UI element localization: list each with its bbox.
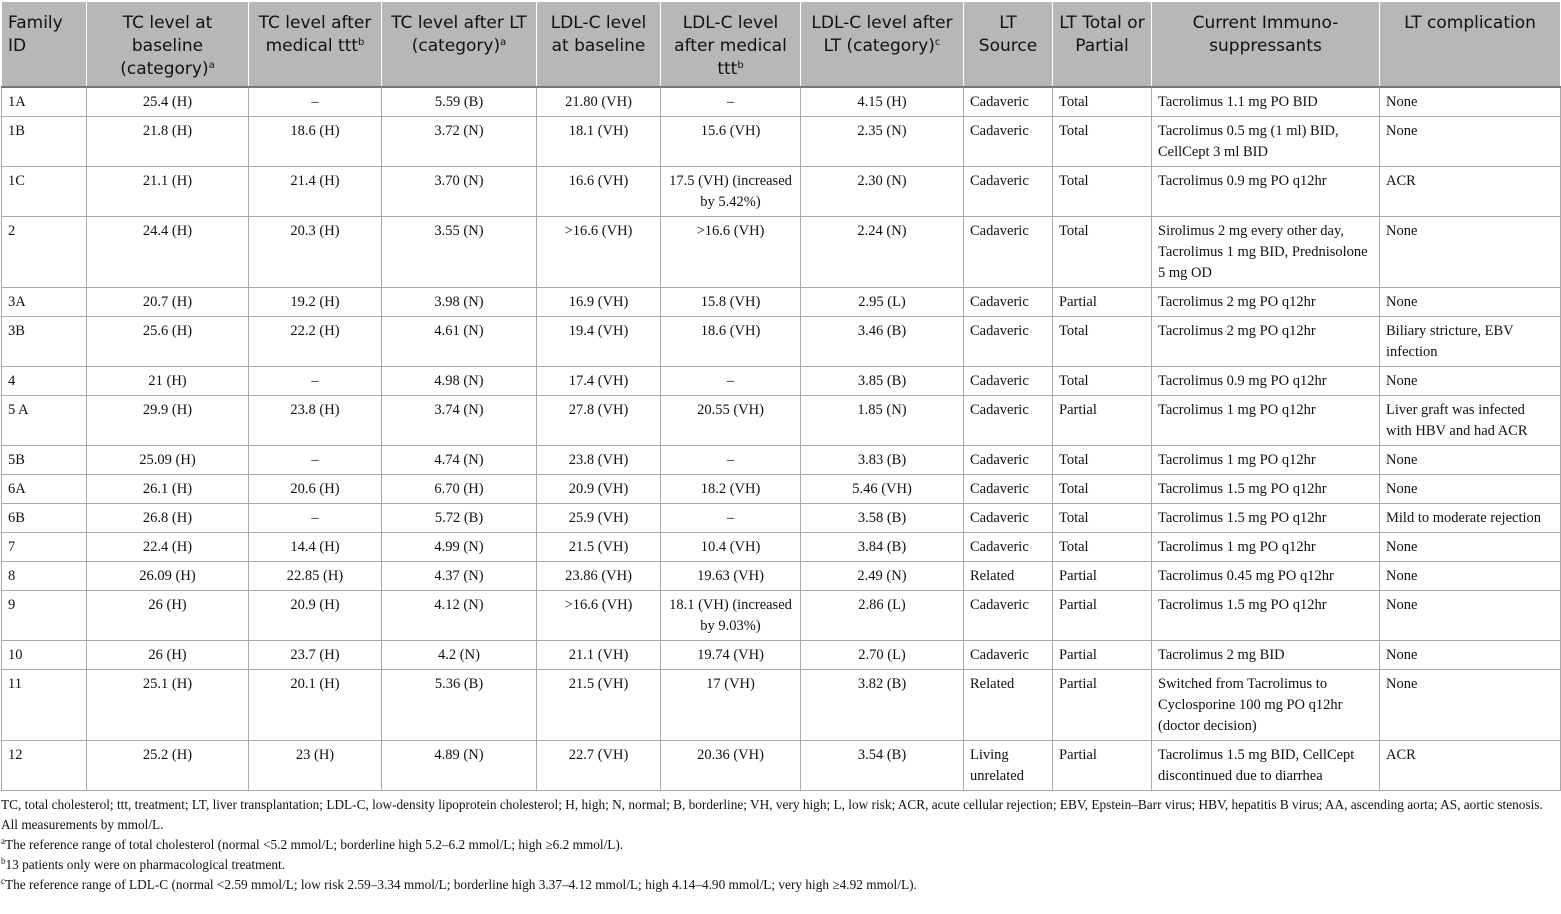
cell-lt-source: Related (964, 670, 1053, 741)
cell-lt-source: Living unrelated (964, 741, 1053, 791)
table-footnotes (1, 795, 1556, 895)
cell-lt-total-partial: Total (1053, 367, 1152, 396)
cell-immunosuppressants: Tacrolimus 0.45 mg PO q12hr (1152, 562, 1380, 591)
cell-lt-total-partial: Total (1053, 504, 1152, 533)
table-row (2, 317, 1561, 367)
cell-tc-after-lt: 4.74 (N) (382, 446, 537, 475)
cell-tc-after-medical: 22.85 (H) (249, 562, 382, 591)
cell-family-id: 9 (2, 591, 87, 641)
table-row (2, 288, 1561, 317)
cell-lt-source: Cadaveric (964, 367, 1053, 396)
cell-tc-baseline: 26.1 (H) (87, 475, 249, 504)
cell-ldl-after-medical: 17.5 (VH) (increased by 5.42%) (661, 167, 801, 217)
cell-ldl-after-lt: 2.70 (L) (801, 641, 964, 670)
cell-family-id: 1B (2, 117, 87, 167)
cell-family-id: 3B (2, 317, 87, 367)
cell-family-id: 1A (2, 87, 87, 117)
cell-tc-after-medical: 23 (H) (249, 741, 382, 791)
cell-tc-baseline: 26.8 (H) (87, 504, 249, 533)
cell-tc-after-lt: 3.55 (N) (382, 217, 537, 288)
cell-ldl-baseline: 17.4 (VH) (537, 367, 661, 396)
cell-ldl-after-medical: 19.63 (VH) (661, 562, 801, 591)
cell-tc-after-medical: 22.2 (H) (249, 317, 382, 367)
cell-ldl-after-medical: 15.6 (VH) (661, 117, 801, 167)
cell-lt-complication: None (1380, 117, 1561, 167)
cell-ldl-after-lt: 1.85 (N) (801, 396, 964, 446)
cell-immunosuppressants: Tacrolimus 2 mg PO q12hr (1152, 288, 1380, 317)
header-family-id: Family ID (2, 2, 87, 88)
cell-tc-baseline: 25.09 (H) (87, 446, 249, 475)
cell-ldl-baseline: 18.1 (VH) (537, 117, 661, 167)
table-row (2, 475, 1561, 504)
cell-tc-after-lt: 5.72 (B) (382, 504, 537, 533)
table-row (2, 446, 1561, 475)
cell-lt-complication: None (1380, 288, 1561, 317)
cell-family-id: 6A (2, 475, 87, 504)
cell-lt-source: Cadaveric (964, 117, 1053, 167)
header-ldl-after-lt: LDL-C level after LT (category)$^c$ (801, 2, 964, 88)
cell-ldl-after-lt: 5.46 (VH) (801, 475, 964, 504)
cell-tc-after-medical: 18.6 (H) (249, 117, 382, 167)
cell-family-id: 1C (2, 167, 87, 217)
table-row (2, 167, 1561, 217)
cell-tc-after-lt: 5.36 (B) (382, 670, 537, 741)
table-row (2, 533, 1561, 562)
cell-lt-source: Cadaveric (964, 446, 1053, 475)
header-lt-source: LT Source (964, 2, 1053, 88)
cell-lt-complication: None (1380, 670, 1561, 741)
cell-ldl-baseline: 27.8 (VH) (537, 396, 661, 446)
header-tc-after-lt: TC level after LT (category)$^a$ (382, 2, 537, 88)
cell-lt-source: Cadaveric (964, 288, 1053, 317)
cell-ldl-after-lt: 2.35 (N) (801, 117, 964, 167)
cell-lt-source: Cadaveric (964, 317, 1053, 367)
cell-ldl-after-lt: 2.24 (N) (801, 217, 964, 288)
cell-tc-baseline: 26.09 (H) (87, 562, 249, 591)
cell-tc-after-lt: 4.37 (N) (382, 562, 537, 591)
cell-tc-after-lt: 3.98 (N) (382, 288, 537, 317)
cell-family-id: 8 (2, 562, 87, 591)
cell-immunosuppressants: Tacrolimus 1.5 mg PO q12hr (1152, 504, 1380, 533)
cell-ldl-after-medical: – (661, 504, 801, 533)
cell-lt-complication: Mild to moderate rejection (1380, 504, 1561, 533)
cell-family-id: 4 (2, 367, 87, 396)
cell-tc-baseline: 25.1 (H) (87, 670, 249, 741)
cell-lt-total-partial: Total (1053, 317, 1152, 367)
cell-immunosuppressants: Tacrolimus 0.9 mg PO q12hr (1152, 367, 1380, 396)
cell-family-id: 7 (2, 533, 87, 562)
table-row (2, 741, 1561, 791)
cell-ldl-after-lt: 2.30 (N) (801, 167, 964, 217)
cell-immunosuppressants: Tacrolimus 1.1 mg PO BID (1152, 87, 1380, 117)
table-body (2, 87, 1561, 791)
cell-family-id: 2 (2, 217, 87, 288)
cell-tc-baseline: 25.4 (H) (87, 87, 249, 117)
cell-tc-after-medical: 20.9 (H) (249, 591, 382, 641)
footnote-abbreviations: TC, total cholesterol; ttt, treatment; LT, liver transplantation; LDL-C, low-density lipoprotein cholesterol; H, high; N, normal; B, borderline; VH, very high; L, low risk; ACR, acute cellular rejection; EBV, Epstein–Barr virus; HBV, hepatitis B virus; AA, ascending aorta; AS, aortic stenosis. (1, 797, 1543, 812)
cell-tc-after-medical: 20.1 (H) (249, 670, 382, 741)
cell-immunosuppressants: Tacrolimus 2 mg BID (1152, 641, 1380, 670)
cell-ldl-after-lt: 2.95 (L) (801, 288, 964, 317)
cell-tc-baseline: 21.8 (H) (87, 117, 249, 167)
cell-ldl-baseline: 21.5 (VH) (537, 670, 661, 741)
cell-tc-after-medical: 20.3 (H) (249, 217, 382, 288)
cell-lt-complication: None (1380, 591, 1561, 641)
cell-family-id: 11 (2, 670, 87, 741)
cell-tc-after-medical: 21.4 (H) (249, 167, 382, 217)
cell-ldl-baseline: 21.1 (VH) (537, 641, 661, 670)
cell-lt-source: Cadaveric (964, 591, 1053, 641)
cell-tc-after-medical: 23.8 (H) (249, 396, 382, 446)
table-row (2, 87, 1561, 117)
cell-ldl-after-medical: 18.6 (VH) (661, 317, 801, 367)
footnote-units: All measurements by mmol/L. (1, 817, 164, 832)
cell-tc-after-lt: 4.61 (N) (382, 317, 537, 367)
cell-ldl-after-medical: 17 (VH) (661, 670, 801, 741)
cell-tc-after-medical: – (249, 367, 382, 396)
cell-ldl-baseline: >16.6 (VH) (537, 591, 661, 641)
table-row (2, 504, 1561, 533)
cell-lt-complication: None (1380, 446, 1561, 475)
cell-immunosuppressants: Tacrolimus 0.9 mg PO q12hr (1152, 167, 1380, 217)
cell-lt-complication: None (1380, 367, 1561, 396)
cell-lt-total-partial: Partial (1053, 670, 1152, 741)
header-immunosuppressants: Current Immuno-suppressants (1152, 2, 1380, 88)
cell-ldl-baseline: 19.4 (VH) (537, 317, 661, 367)
cell-ldl-after-medical: 18.1 (VH) (increased by 9.03%) (661, 591, 801, 641)
cell-family-id: 3A (2, 288, 87, 317)
cell-family-id: 10 (2, 641, 87, 670)
cell-tc-baseline: 20.7 (H) (87, 288, 249, 317)
cell-ldl-baseline: 23.8 (VH) (537, 446, 661, 475)
cell-ldl-baseline: 22.7 (VH) (537, 741, 661, 791)
cell-family-id: 6B (2, 504, 87, 533)
cell-lt-total-partial: Partial (1053, 396, 1152, 446)
cell-tc-baseline: 24.4 (H) (87, 217, 249, 288)
cell-tc-baseline: 25.6 (H) (87, 317, 249, 367)
cell-tc-after-medical: 19.2 (H) (249, 288, 382, 317)
cell-lt-complication: Liver graft was infected with HBV and had ACR (1380, 396, 1561, 446)
cell-tc-after-medical: – (249, 446, 382, 475)
cell-ldl-after-lt: 3.83 (B) (801, 446, 964, 475)
cell-tc-after-medical: 14.4 (H) (249, 533, 382, 562)
table-row (2, 117, 1561, 167)
cell-lt-total-partial: Partial (1053, 641, 1152, 670)
cell-immunosuppressants: Tacrolimus 1.5 mg BID, CellCept discontinued due to diarrhea (1152, 741, 1380, 791)
cell-lt-source: Related (964, 562, 1053, 591)
cell-family-id: 12 (2, 741, 87, 791)
cell-lt-source: Cadaveric (964, 217, 1053, 288)
cell-lt-total-partial: Total (1053, 117, 1152, 167)
cell-tc-after-lt: 4.98 (N) (382, 367, 537, 396)
cell-tc-baseline: 21 (H) (87, 367, 249, 396)
cell-ldl-after-medical: 10.4 (VH) (661, 533, 801, 562)
cell-lt-source: Cadaveric (964, 641, 1053, 670)
cell-tc-after-lt: 4.2 (N) (382, 641, 537, 670)
cell-tc-after-medical: – (249, 87, 382, 117)
cell-ldl-after-medical: 19.74 (VH) (661, 641, 801, 670)
cell-ldl-after-lt: 3.58 (B) (801, 504, 964, 533)
cell-ldl-after-lt: 3.54 (B) (801, 741, 964, 791)
cell-ldl-after-lt: 3.85 (B) (801, 367, 964, 396)
cell-tc-after-medical: – (249, 504, 382, 533)
cell-family-id: 5B (2, 446, 87, 475)
cell-tc-after-lt: 4.12 (N) (382, 591, 537, 641)
footnote-b: $^b$13 patients only were on pharmacological treatment. (1, 856, 286, 872)
cell-lt-source: Cadaveric (964, 533, 1053, 562)
cell-lt-total-partial: Total (1053, 87, 1152, 117)
cell-lt-complication: None (1380, 562, 1561, 591)
cell-tc-after-lt: 3.70 (N) (382, 167, 537, 217)
cell-tc-baseline: 22.4 (H) (87, 533, 249, 562)
cell-lt-total-partial: Total (1053, 533, 1152, 562)
cell-immunosuppressants: Tacrolimus 2 mg PO q12hr (1152, 317, 1380, 367)
cell-immunosuppressants: Tacrolimus 1 mg PO q12hr (1152, 446, 1380, 475)
cell-lt-complication: None (1380, 533, 1561, 562)
cell-immunosuppressants: Sirolimus 2 mg every other day, Tacrolimus 1 mg BID, Prednisolone 5 mg OD (1152, 217, 1380, 288)
cell-ldl-baseline: 21.80 (VH) (537, 87, 661, 117)
header-ldl-baseline: LDL-C level at baseline (537, 2, 661, 88)
header-tc-after-medical: TC level after medical ttt$^b$ (249, 2, 382, 88)
cell-immunosuppressants: Tacrolimus 1 mg PO q12hr (1152, 533, 1380, 562)
cell-lt-total-partial: Partial (1053, 288, 1152, 317)
cell-lt-complication: None (1380, 641, 1561, 670)
table-row (2, 591, 1561, 641)
cell-immunosuppressants: Tacrolimus 1.5 mg PO q12hr (1152, 475, 1380, 504)
cell-lt-complication: None (1380, 475, 1561, 504)
footnote-c: $^c$The reference range of LDL-C (normal <2.59 mmol/L; low risk 2.59–3.34 mmol/L; borderline high 3.37–4.12 mmol/L; high 4.14–4.90 mmol/L; very high ≥4.92 mmol/L). (1, 876, 917, 892)
cell-immunosuppressants: Switched from Tacrolimus to Cyclosporine 100 mg PO q12hr (doctor decision) (1152, 670, 1380, 741)
cell-lt-complication: Biliary stricture, EBV infection (1380, 317, 1561, 367)
cell-tc-baseline: 26 (H) (87, 641, 249, 670)
cell-lt-complication: None (1380, 87, 1561, 117)
cell-tc-baseline: 25.2 (H) (87, 741, 249, 791)
header-tc-baseline: TC level at baseline (category)$^a$ (87, 2, 249, 88)
cell-ldl-after-medical: – (661, 367, 801, 396)
cell-tc-baseline: 21.1 (H) (87, 167, 249, 217)
cell-lt-source: Cadaveric (964, 167, 1053, 217)
cell-ldl-after-medical: 15.8 (VH) (661, 288, 801, 317)
cell-tc-after-lt: 3.72 (N) (382, 117, 537, 167)
cell-family-id: 5 A (2, 396, 87, 446)
cell-ldl-baseline: 25.9 (VH) (537, 504, 661, 533)
lipid-profile-table (1, 1, 1561, 791)
cell-lt-complication: ACR (1380, 741, 1561, 791)
cell-ldl-after-lt: 2.86 (L) (801, 591, 964, 641)
cell-lt-total-partial: Total (1053, 446, 1152, 475)
cell-ldl-baseline: >16.6 (VH) (537, 217, 661, 288)
cell-ldl-after-medical: 18.2 (VH) (661, 475, 801, 504)
cell-ldl-baseline: 23.86 (VH) (537, 562, 661, 591)
cell-lt-total-partial: Partial (1053, 562, 1152, 591)
cell-lt-source: Cadaveric (964, 504, 1053, 533)
cell-ldl-after-lt: 3.82 (B) (801, 670, 964, 741)
cell-tc-baseline: 29.9 (H) (87, 396, 249, 446)
cell-lt-total-partial: Partial (1053, 591, 1152, 641)
cell-tc-after-lt: 6.70 (H) (382, 475, 537, 504)
cell-lt-complication: None (1380, 217, 1561, 288)
cell-immunosuppressants: Tacrolimus 1 mg PO q12hr (1152, 396, 1380, 446)
cell-tc-after-lt: 4.99 (N) (382, 533, 537, 562)
table-row (2, 217, 1561, 288)
cell-lt-source: Cadaveric (964, 475, 1053, 504)
header-lt-complication: LT complication (1380, 2, 1561, 88)
cell-ldl-after-lt: 2.49 (N) (801, 562, 964, 591)
cell-lt-complication: ACR (1380, 167, 1561, 217)
cell-immunosuppressants: Tacrolimus 1.5 mg PO q12hr (1152, 591, 1380, 641)
cell-ldl-baseline: 16.9 (VH) (537, 288, 661, 317)
table-row (2, 670, 1561, 741)
cell-ldl-after-medical: – (661, 87, 801, 117)
header-lt-total-partial: LT Total or Partial (1053, 2, 1152, 88)
cell-lt-total-partial: Total (1053, 217, 1152, 288)
header-ldl-after-medical: LDL-C level after medical ttt$^b$ (661, 2, 801, 88)
cell-lt-total-partial: Total (1053, 475, 1152, 504)
cell-tc-after-lt: 5.59 (B) (382, 87, 537, 117)
cell-ldl-after-medical: – (661, 446, 801, 475)
cell-lt-source: Cadaveric (964, 87, 1053, 117)
table-header-row (2, 2, 1561, 88)
cell-ldl-after-lt: 4.15 (H) (801, 87, 964, 117)
cell-ldl-baseline: 16.6 (VH) (537, 167, 661, 217)
cell-tc-baseline: 26 (H) (87, 591, 249, 641)
table-row (2, 562, 1561, 591)
table-row (2, 641, 1561, 670)
cell-tc-after-lt: 3.74 (N) (382, 396, 537, 446)
cell-ldl-after-lt: 3.46 (B) (801, 317, 964, 367)
cell-immunosuppressants: Tacrolimus 0.5 mg (1 ml) BID, CellCept 3 ml BID (1152, 117, 1380, 167)
cell-lt-total-partial: Partial (1053, 741, 1152, 791)
cell-ldl-after-medical: 20.55 (VH) (661, 396, 801, 446)
table-row (2, 396, 1561, 446)
cell-lt-source: Cadaveric (964, 396, 1053, 446)
cell-ldl-baseline: 21.5 (VH) (537, 533, 661, 562)
cell-lt-total-partial: Total (1053, 167, 1152, 217)
cell-tc-after-lt: 4.89 (N) (382, 741, 537, 791)
cell-ldl-after-medical: >16.6 (VH) (661, 217, 801, 288)
cell-ldl-after-medical: 20.36 (VH) (661, 741, 801, 791)
cell-tc-after-medical: 23.7 (H) (249, 641, 382, 670)
cell-ldl-baseline: 20.9 (VH) (537, 475, 661, 504)
cell-tc-after-medical: 20.6 (H) (249, 475, 382, 504)
footnote-a: $^a$The reference range of total cholesterol (normal <5.2 mmol/L; borderline high 5.2–6.2 mmol/L; high ≥6.2 mmol/L). (1, 836, 624, 852)
cell-ldl-after-lt: 3.84 (B) (801, 533, 964, 562)
table-row (2, 367, 1561, 396)
